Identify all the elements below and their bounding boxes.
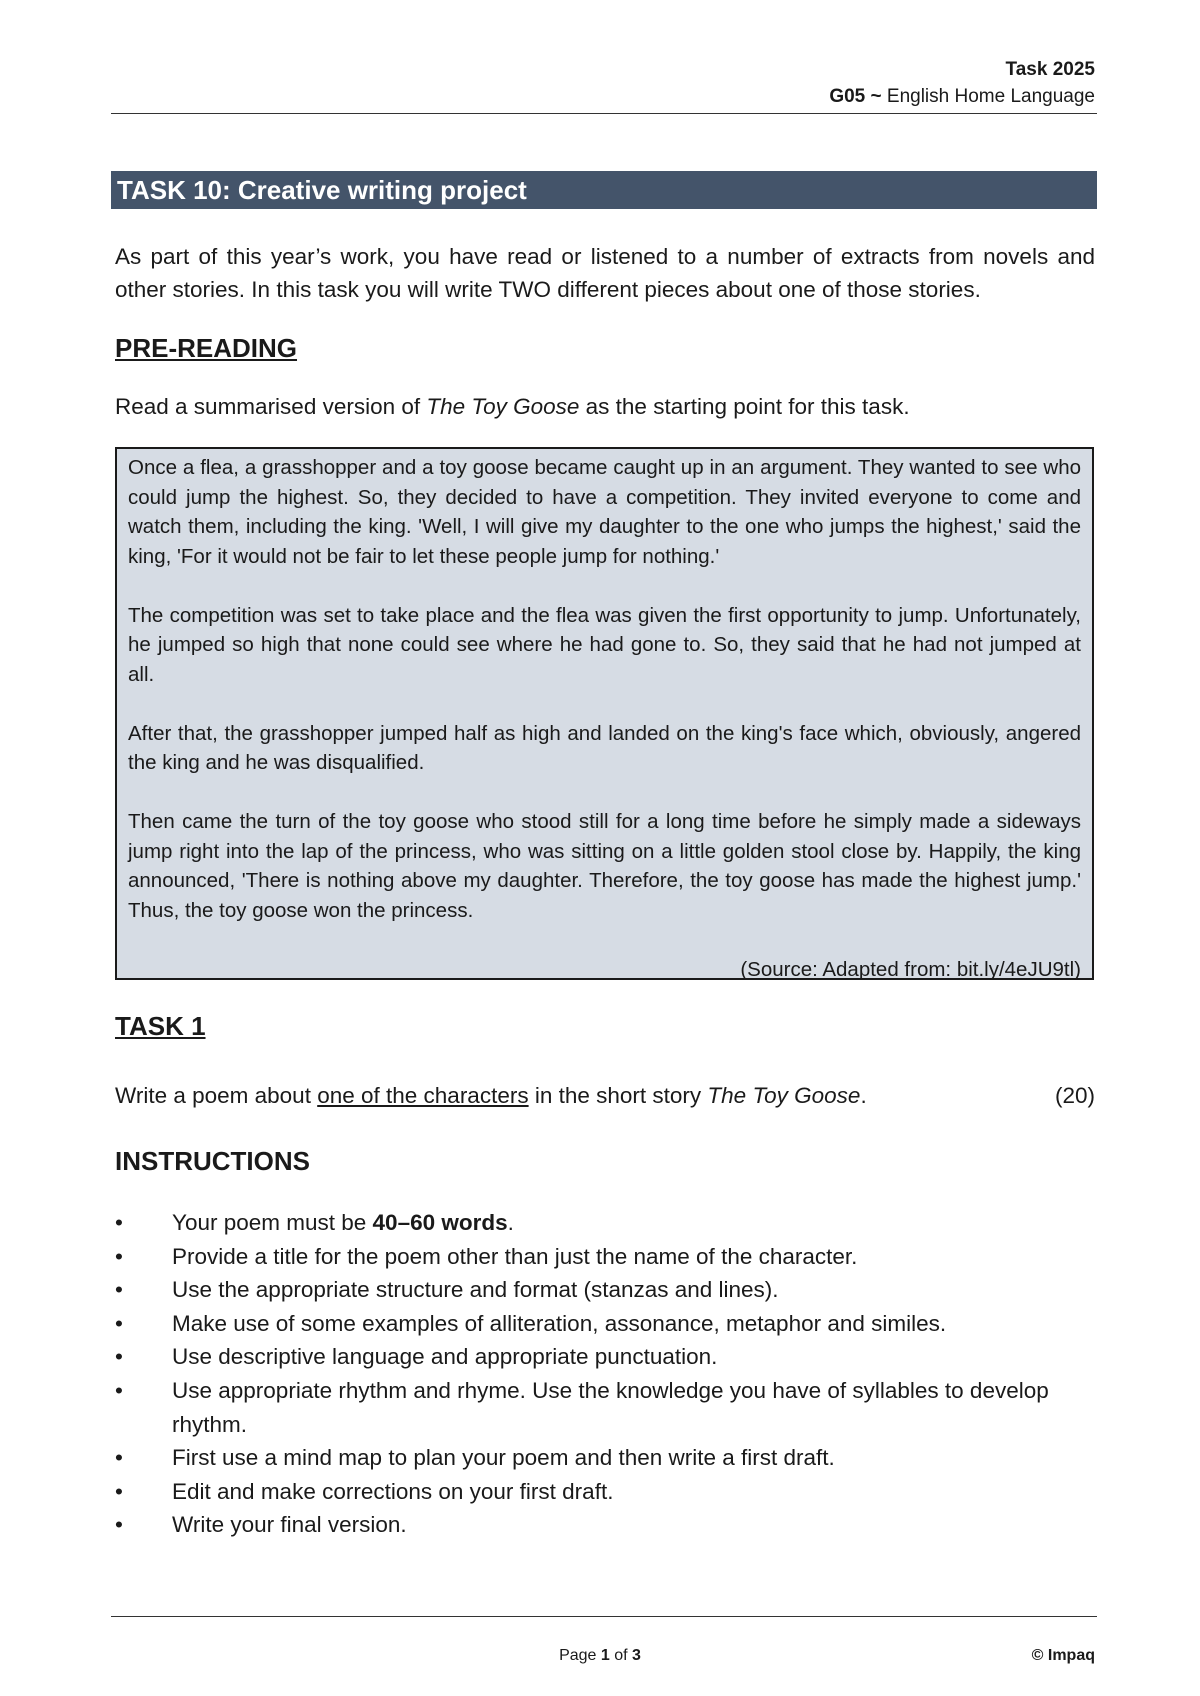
bullet-icon: • <box>115 1210 123 1235</box>
grade-subject-line <box>829 83 1095 110</box>
bullet-icon: • <box>115 1277 123 1303</box>
page-current: 1 <box>600 1647 610 1664</box>
story-paragraph: Once a flea, a grasshopper and a toy goose became caught up in an argument. They wanted to see who could jump the highest. So, they decided to have a competition. They invited everyone to come and watch them, including the king. 'Well, I will give my daughter to the one who jumps the highest,' said the king, 'For it would not be fair to let these people jump for nothing.' <box>128 456 1081 568</box>
list-item <box>115 1374 1095 1441</box>
task-label: Task 2025 <box>1005 59 1095 80</box>
task1-text-middle: in the short story <box>528 1083 708 1108</box>
grade-code: G05 <box>829 86 866 107</box>
story-box <box>115 447 1094 980</box>
page-number <box>0 1647 1200 1665</box>
instruction-text: Use appropriate rhythm and rhyme. Use the knowledge you have of syllables to develop rhythm. <box>172 1377 1049 1437</box>
story-title: The Toy Goose <box>426 394 580 419</box>
task-banner: TASK 10: Creative writing project <box>111 171 1097 209</box>
bullet-icon: • <box>115 1377 123 1403</box>
list-item <box>115 1307 1095 1341</box>
list-item <box>115 1240 1095 1274</box>
story-source: (Source: Adapted from: bit.ly/4eJU9tl) <box>740 957 1081 981</box>
list-item <box>115 1340 1095 1374</box>
story-paragraph: After that, the grasshopper jumped half as high and landed on the king's face which, obviously, angered the king and he was disqualified. <box>128 721 1081 774</box>
task1-underlined: one of the characters <box>317 1083 529 1108</box>
task1-text: Write a poem about <box>115 1083 318 1108</box>
bullet-icon: • <box>115 1445 123 1471</box>
copyright: © Impaq <box>1031 1647 1095 1664</box>
instruction-text: Provide a title for the poem other than just the name of the character. <box>172 1243 858 1269</box>
bullet-icon: • <box>115 1478 123 1504</box>
subject-name: English Home Language <box>886 86 1095 107</box>
page-total: 3 <box>632 1647 641 1664</box>
list-item <box>115 1475 1095 1509</box>
list-item <box>115 1508 1095 1542</box>
task1-story-title: The Toy Goose <box>707 1083 861 1108</box>
instruction-text: Write your final version. <box>172 1512 407 1538</box>
instruction-text: Edit and make corrections on your first draft. <box>172 1478 614 1504</box>
page-of: of <box>609 1647 633 1664</box>
instructions-list <box>115 1206 1095 1542</box>
instruction-bold: 40–60 words <box>372 1210 508 1235</box>
task1-prompt <box>115 1081 1095 1111</box>
pre-reading-text-end: as the starting point for this task. <box>579 394 910 419</box>
story-paragraph: The competition was set to take place and the flea was given the first opportunity to jump. Unfortunately, he jumped so high that none could see where he had gone to. So, they said that he had not jumped at all. <box>128 603 1081 686</box>
story-paragraph: Then came the turn of the toy goose who stood still for a long time before he simply made a sideways jump right into the lap of the princess, who was sitting on a little golden stool close by. Happily, the king announced, 'There is nothing above my daughter. Therefore, the toy goose has made the highest jump.' Thus, the toy goose won the princess. <box>128 810 1081 922</box>
list-item <box>115 1441 1095 1475</box>
bullet-icon: • <box>115 1243 123 1269</box>
page-word: Page <box>559 1647 601 1664</box>
instructions-heading: INSTRUCTIONS <box>115 1146 310 1176</box>
task1-heading: TASK 1 <box>115 1011 206 1041</box>
instruction-text-end: . <box>507 1210 514 1235</box>
instruction-text: Your poem must be <box>172 1210 373 1235</box>
list-item <box>115 1206 1095 1240</box>
list-item <box>115 1273 1095 1307</box>
instruction-text: Make use of some examples of alliteration, assonance, metaphor and similes. <box>172 1310 947 1336</box>
instruction-text: First use a mind map to plan your poem and then write a first draft. <box>172 1445 835 1471</box>
bullet-icon: • <box>115 1512 123 1538</box>
pre-reading-text: Read a summarised version of <box>115 394 427 419</box>
footer-rule <box>111 1616 1097 1617</box>
instruction-text: Use the appropriate structure and format (stanzas and lines). <box>172 1277 779 1303</box>
bullet-icon: • <box>115 1344 123 1370</box>
header-separator: ~ <box>865 86 887 107</box>
task1-marks: (20) <box>1054 1083 1095 1108</box>
page-header <box>829 56 1095 110</box>
header-rule <box>111 113 1097 114</box>
intro-paragraph: As part of this year’s work, you have read or listened to a number of extracts from novels and other stories. In this task you will write TWO different pieces about one of those stories. <box>115 244 1095 302</box>
pre-reading-heading: PRE-READING <box>115 333 298 363</box>
task1-text-end: . <box>860 1083 867 1108</box>
bullet-icon: • <box>115 1310 123 1336</box>
instruction-text: Use descriptive language and appropriate punctuation. <box>172 1344 718 1370</box>
pre-reading-line <box>115 392 910 422</box>
